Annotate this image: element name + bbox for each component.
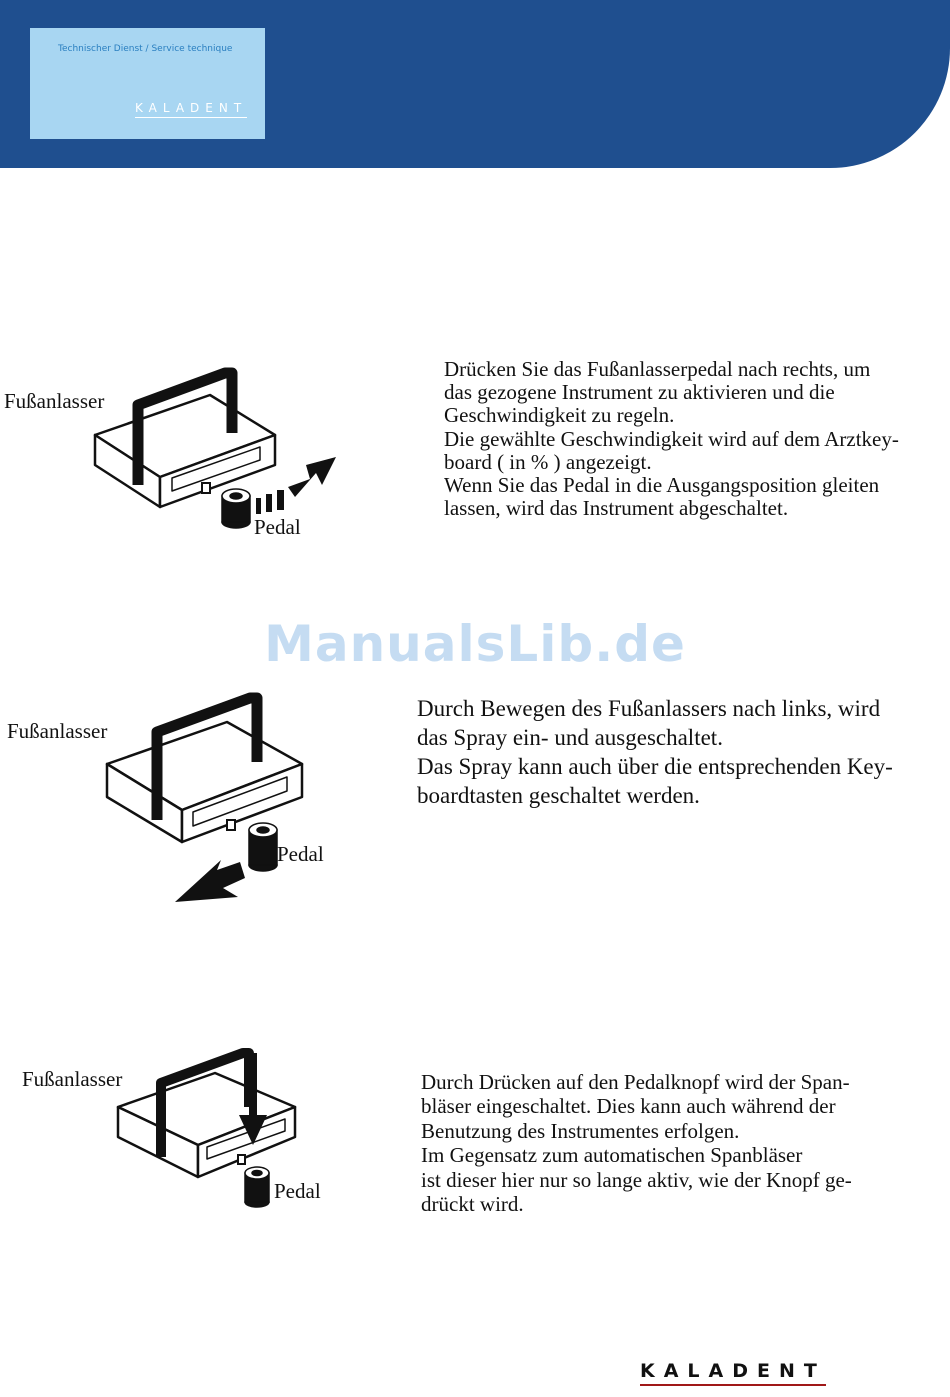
- pedal-label: Pedal: [277, 842, 324, 866]
- text-line: Im Gegensatz zum automatischen Spanbläser: [421, 1143, 803, 1168]
- pedal-label: Pedal: [274, 1179, 321, 1203]
- brand-tagline: Technischer Dienst / Service technique: [58, 44, 233, 54]
- foot-control-illustration-left: [7, 692, 335, 907]
- text-line: Die gewählte Geschwindigkeit wird auf dem Arztkey-: [444, 426, 899, 451]
- watermark: ManualsLib.de: [264, 615, 686, 673]
- arrow-left-icon: [175, 860, 245, 902]
- foot-control-illustration-right: [4, 365, 350, 545]
- text-line: boardtasten geschaltet werden.: [417, 783, 700, 808]
- footer-logo: KALADENT: [640, 1360, 826, 1386]
- pedal-label: Pedal: [254, 515, 301, 539]
- text-line: Durch Drücken auf den Pedalknopf wird der Span-: [421, 1070, 850, 1094]
- instruction-text-1: [444, 358, 899, 520]
- foot-control-label: Fußanlasser: [4, 389, 105, 413]
- text-line: bläser eingeschaltet. Dies kann auch während der: [421, 1094, 836, 1119]
- text-line: drückt wird.: [421, 1192, 524, 1217]
- text-line: board ( in % ) angezeigt.: [444, 449, 652, 474]
- brand-logo: KALADENT: [135, 101, 247, 118]
- text-line: Das Spray kann auch über die entsprechenden Key-: [417, 754, 893, 779]
- foot-control-drawing: [90, 365, 350, 545]
- text-line: das gezogene Instrument zu aktivieren und die: [444, 380, 835, 405]
- foot-control-label: Fußanlasser: [22, 1067, 123, 1091]
- text-line: Drücken Sie das Fußanlasserpedal nach rechts, um: [444, 357, 871, 381]
- text-line: das Spray ein- und ausgeschaltet.: [417, 725, 723, 750]
- text-line: Durch Bewegen des Fußanlassers nach links, wird: [417, 696, 881, 721]
- foot-control-illustration-press: [22, 1045, 321, 1215]
- text-line: Benutzung des Instrumentes erfolgen.: [421, 1118, 740, 1143]
- instruction-text-2: [417, 694, 893, 810]
- text-line: Geschwindigkeit zu regeln.: [444, 403, 675, 428]
- text-line: Wenn Sie das Pedal in die Ausgangsposition gleiten: [444, 473, 880, 498]
- brand-box: [30, 28, 265, 139]
- text-line: ist dieser hier nur so lange aktiv, wie der Knopf ge-: [421, 1167, 852, 1192]
- foot-control-drawing: [105, 692, 335, 907]
- foot-control-label: Fußanlasser: [7, 719, 108, 743]
- text-line: lassen, wird das Instrument abgeschaltet.: [444, 496, 789, 521]
- instruction-text-3: [421, 1070, 852, 1216]
